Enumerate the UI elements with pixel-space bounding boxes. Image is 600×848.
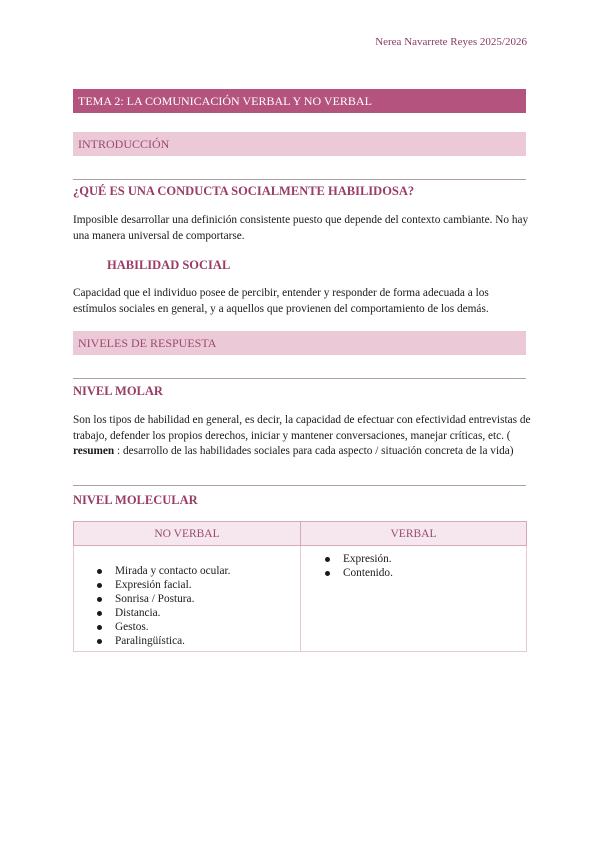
intro-title: INTRODUCCIÓN (78, 136, 170, 151)
bullet-icon (97, 569, 102, 574)
resumen-label: resumen (73, 445, 115, 457)
molecular-table (73, 521, 527, 652)
table-header-no-verbal: NO VERBAL (74, 522, 301, 546)
no-verbal-cell (74, 546, 301, 652)
niveles-band (73, 331, 526, 355)
bullet-icon (325, 557, 330, 562)
table-header-verbal: VERBAL (301, 522, 527, 546)
bullet-icon (97, 597, 102, 602)
bullet-icon (97, 639, 102, 644)
list-item: Paralingüística. (97, 634, 300, 648)
no-verbal-list (74, 546, 300, 648)
list-item: Expresión. (325, 552, 526, 566)
topic-title: TEMA 2: LA COMUNICACIÓN VERBAL Y NO VERBAL (78, 93, 372, 108)
intro-band (73, 132, 526, 156)
author-header: Nerea Navarrete Reyes 2025/2026 (375, 36, 527, 48)
list-item: Mirada y contacto ocular. (97, 564, 300, 578)
niveles-title: NIVELES DE RESPUESTA (78, 335, 217, 350)
list-item: Contenido. (325, 566, 526, 580)
topic-title-band (73, 89, 526, 113)
bullet-icon (325, 571, 330, 576)
question-text: Imposible desarrollar una definición consistente puesto que depende del contexto cambiante. No hay una manera universal de comportarse. (73, 214, 529, 242)
list-item: Gestos. (97, 620, 300, 634)
divider (73, 378, 526, 379)
molar-heading: NIVEL MOLAR (73, 384, 163, 398)
molar-text: Son los tipos de habilidad en general, es decir, la capacidad de efectuar con efectividad entrevistas de trabajo, defender los propios derechos, iniciar y mantener conversaciones, manejar críticas, etc. ( resumen : desarrollo de las habilidades sociales para cada aspecto / situación concreta de la vida) (73, 414, 531, 457)
habilidad-text: Capacidad que el individuo posee de percibir, entender y responder de forma adecuada a los estímulos sociales en general, y a aquellos que provienen del comportamiento de los demás. (73, 287, 489, 315)
list-item: Sonrisa / Postura. (97, 592, 300, 606)
molecular-heading: NIVEL MOLECULAR (73, 493, 198, 507)
bullet-icon (97, 625, 102, 630)
list-item: Distancia. (97, 606, 300, 620)
bullet-icon (97, 611, 102, 616)
verbal-cell (301, 546, 527, 652)
list-item: Expresión facial. (97, 578, 300, 592)
question-heading: ¿QUÉ ES UNA CONDUCTA SOCIALMENTE HABILIDOSA? (73, 184, 415, 198)
divider (73, 485, 526, 486)
bullet-icon (97, 583, 102, 588)
divider (73, 179, 526, 180)
verbal-list (301, 546, 526, 580)
habilidad-heading: HABILIDAD SOCIAL (107, 258, 231, 272)
